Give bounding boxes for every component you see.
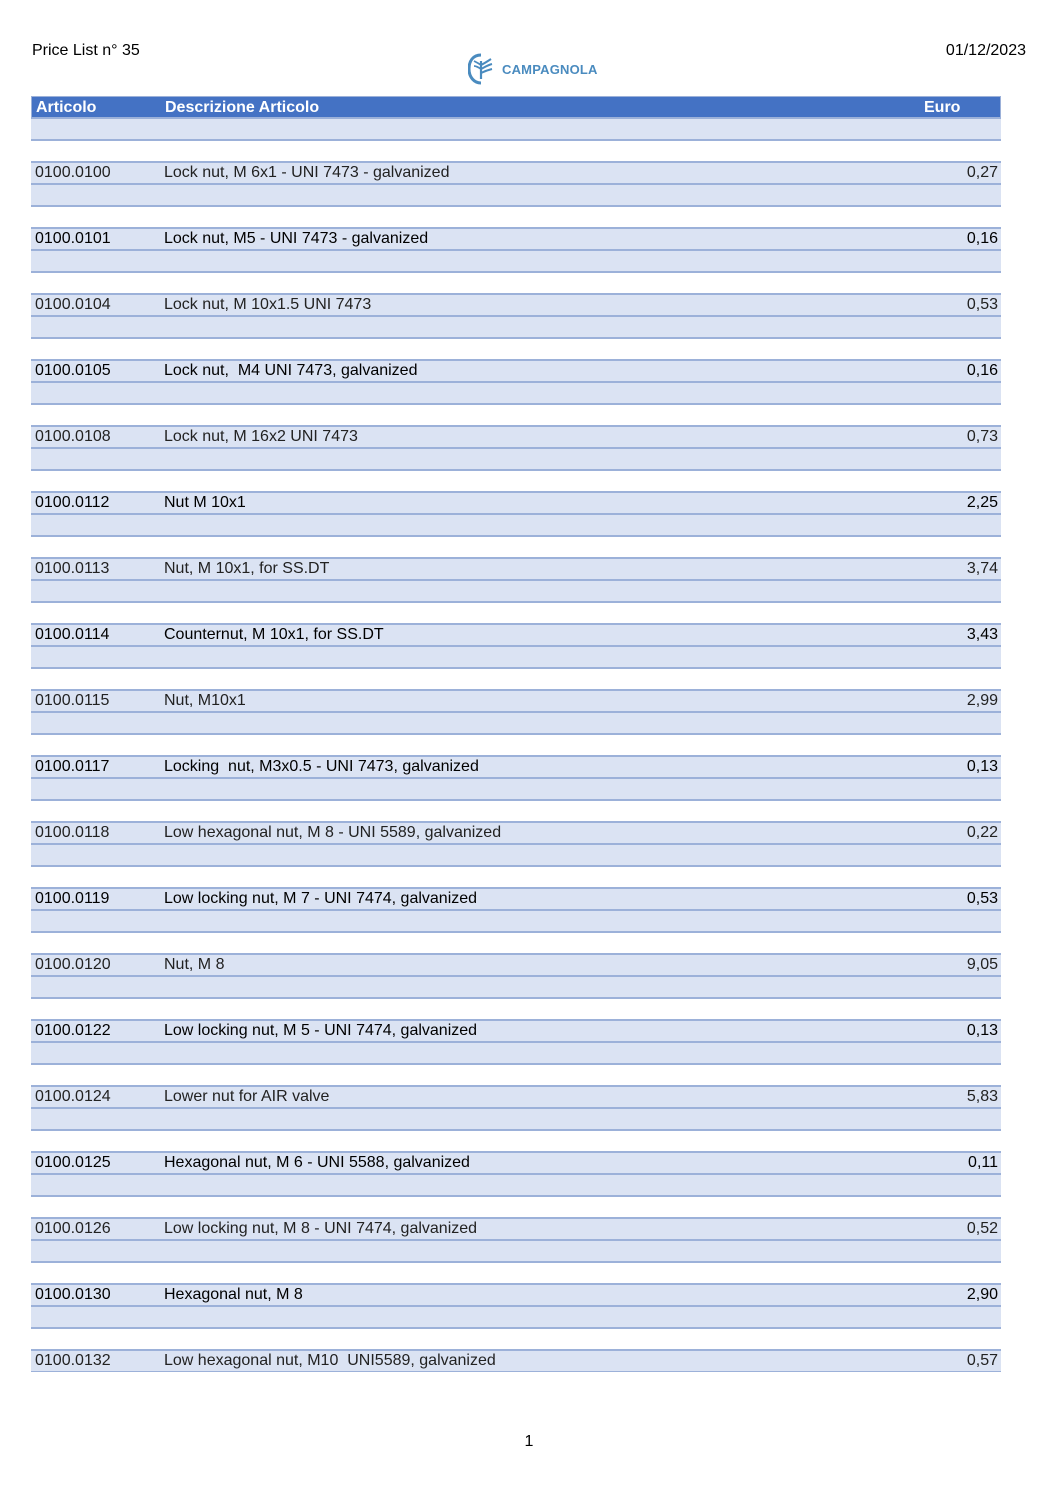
row-band xyxy=(31,1064,1001,1086)
row-content xyxy=(31,1152,1001,1174)
row-content xyxy=(31,1218,1001,1240)
article-description: Nut, M10x1 xyxy=(164,692,246,709)
price-list-date: 01/12/2023 xyxy=(945,42,1026,59)
row-content xyxy=(31,228,1001,250)
article-price: 2,90 xyxy=(966,1286,998,1303)
article-code: 0100.0101 xyxy=(35,230,111,247)
row-band xyxy=(31,514,1001,536)
row-band xyxy=(31,338,1001,360)
row-band xyxy=(31,536,1001,558)
article-price: 0,52 xyxy=(966,1220,998,1237)
row-band xyxy=(31,316,1001,338)
article-price: 0,11 xyxy=(968,1154,998,1171)
article-description: Low locking nut, M 7 - UNI 7474, galvanized xyxy=(164,890,478,907)
article-description: Nut M 10x1 xyxy=(164,494,246,511)
article-price: 0,16 xyxy=(966,362,998,379)
article-code: 0100.0126 xyxy=(35,1220,111,1237)
article-code: 0100.0108 xyxy=(35,428,111,445)
article-price: 0,13 xyxy=(966,758,998,775)
article-description: Locking nut, M3x0.5 - UNI 7473, galvanized xyxy=(164,758,479,775)
row-band xyxy=(31,470,1001,492)
row-content xyxy=(31,1350,1001,1372)
row-band xyxy=(31,646,1001,668)
article-description: Low locking nut, M 5 - UNI 7474, galvanized xyxy=(164,1022,478,1039)
row-band xyxy=(31,1042,1001,1064)
row-content xyxy=(31,492,1001,514)
table-row xyxy=(31,1240,1001,1306)
page-number: 1 xyxy=(524,1433,534,1450)
article-code: 0100.0104 xyxy=(35,296,111,313)
article-price: 2,99 xyxy=(966,692,998,709)
row-band xyxy=(31,1108,1001,1130)
row-band xyxy=(31,778,1001,800)
row-content xyxy=(31,1020,1001,1042)
row-band xyxy=(31,1328,1001,1350)
article-description: Lock nut, M 10x1.5 UNI 7473 xyxy=(164,296,372,313)
article-price: 9,05 xyxy=(966,956,998,973)
article-code: 0100.0118 xyxy=(35,824,110,841)
row-band xyxy=(31,932,1001,954)
article-code: 0100.0124 xyxy=(35,1088,111,1105)
column-header-euro: Euro xyxy=(924,99,961,116)
row-band xyxy=(31,976,1001,998)
article-price: 0,13 xyxy=(966,1022,998,1039)
article-price: 3,74 xyxy=(966,560,998,577)
row-band xyxy=(31,448,1001,470)
campagnola-logo-icon xyxy=(468,53,494,85)
table-row xyxy=(31,1108,1001,1174)
row-band xyxy=(31,1240,1001,1262)
row-content xyxy=(31,360,1001,382)
article-code: 0100.0114 xyxy=(35,626,110,643)
row-band xyxy=(31,668,1001,690)
article-description: Nut, M 8 xyxy=(164,956,225,973)
row-band xyxy=(31,184,1001,206)
article-description: Hexagonal nut, M 8 xyxy=(164,1286,303,1303)
article-description: Low locking nut, M 8 - UNI 7474, galvanized xyxy=(164,1220,478,1237)
table-row xyxy=(31,580,1001,646)
article-price: 0,16 xyxy=(966,230,998,247)
table-row xyxy=(31,184,1001,250)
row-content xyxy=(31,162,1001,184)
row-content xyxy=(31,954,1001,976)
table-row xyxy=(31,514,1001,580)
table-row xyxy=(31,1306,1001,1372)
row-band xyxy=(31,206,1001,228)
table-row xyxy=(31,844,1001,910)
article-code: 0100.0117 xyxy=(35,758,110,775)
price-table xyxy=(31,96,1001,1372)
row-band xyxy=(31,118,1001,140)
article-description: Counternut, M 10x1, for SS.DT xyxy=(164,626,384,643)
article-description: Lock nut, M 6x1 - UNI 7473 - galvanized xyxy=(164,164,450,181)
price-list-title: Price List n° 35 xyxy=(32,42,140,59)
table-row xyxy=(31,976,1001,1042)
row-band xyxy=(31,1130,1001,1152)
row-content xyxy=(31,1284,1001,1306)
column-header-descrizione: Descrizione Articolo xyxy=(165,99,320,116)
article-code: 0100.0113 xyxy=(35,560,110,577)
table-body xyxy=(31,118,1001,1372)
article-code: 0100.0115 xyxy=(35,692,110,709)
row-band xyxy=(31,1196,1001,1218)
article-code: 0100.0132 xyxy=(35,1352,111,1369)
row-content xyxy=(31,888,1001,910)
table-row xyxy=(31,448,1001,514)
article-code: 0100.0130 xyxy=(35,1286,111,1303)
row-band xyxy=(31,404,1001,426)
row-band xyxy=(31,1262,1001,1284)
row-band xyxy=(31,250,1001,272)
column-header-articolo: Articolo xyxy=(36,99,97,116)
article-code: 0100.0122 xyxy=(35,1022,111,1039)
article-price: 0,27 xyxy=(966,164,998,181)
table-row xyxy=(31,382,1001,448)
logo-text: CAMPAGNOLA xyxy=(502,61,598,77)
row-content xyxy=(31,426,1001,448)
article-description: Lock nut, M5 - UNI 7473 - galvanized xyxy=(164,230,429,247)
article-description: Lower nut for AIR valve xyxy=(164,1088,330,1105)
row-band xyxy=(31,382,1001,404)
table-row xyxy=(31,316,1001,382)
table-row xyxy=(31,778,1001,844)
row-content xyxy=(31,294,1001,316)
row-band xyxy=(31,580,1001,602)
article-price: 0,22 xyxy=(966,824,998,841)
row-band xyxy=(31,712,1001,734)
article-price: 5,83 xyxy=(966,1088,998,1105)
table-row xyxy=(31,1042,1001,1108)
article-description: Nut, M 10x1, for SS.DT xyxy=(164,560,330,577)
article-price: 0,57 xyxy=(966,1352,998,1369)
article-description: Lock nut, M 16x2 UNI 7473 xyxy=(164,428,358,445)
row-content xyxy=(31,558,1001,580)
article-description: Low hexagonal nut, M 8 - UNI 5589, galvanized xyxy=(164,824,502,841)
row-band xyxy=(31,602,1001,624)
article-code: 0100.0105 xyxy=(35,362,111,379)
table-row xyxy=(31,1174,1001,1240)
table-row xyxy=(31,910,1001,976)
row-content xyxy=(31,690,1001,712)
row-band xyxy=(31,1306,1001,1328)
article-price: 2,25 xyxy=(966,494,998,511)
article-price: 0,53 xyxy=(966,296,998,313)
article-code: 0100.0125 xyxy=(35,1154,111,1171)
article-code: 0100.0119 xyxy=(35,890,110,907)
table-row xyxy=(31,250,1001,316)
article-price: 0,53 xyxy=(966,890,998,907)
row-band xyxy=(31,140,1001,162)
table-row xyxy=(31,712,1001,778)
row-content xyxy=(31,1086,1001,1108)
table-header xyxy=(31,96,1001,118)
row-content xyxy=(31,822,1001,844)
row-band xyxy=(31,272,1001,294)
row-band xyxy=(31,734,1001,756)
table-row xyxy=(31,118,1001,184)
article-description: Hexagonal nut, M 6 - UNI 5588, galvanized xyxy=(164,1154,470,1171)
campagnola-logo xyxy=(468,53,598,85)
row-band xyxy=(31,844,1001,866)
article-code: 0100.0112 xyxy=(35,494,110,511)
row-band xyxy=(31,998,1001,1020)
article-price: 0,73 xyxy=(966,428,998,445)
row-band xyxy=(31,866,1001,888)
table-row xyxy=(31,646,1001,712)
row-band xyxy=(31,910,1001,932)
row-content xyxy=(31,624,1001,646)
row-band xyxy=(31,800,1001,822)
article-description: Lock nut, M4 UNI 7473, galvanized xyxy=(164,362,418,379)
article-description: Low hexagonal nut, M10 UNI5589, galvanized xyxy=(164,1352,496,1369)
row-content xyxy=(31,756,1001,778)
article-code: 0100.0100 xyxy=(35,164,111,181)
article-price: 3,43 xyxy=(966,626,998,643)
row-band xyxy=(31,1174,1001,1196)
article-code: 0100.0120 xyxy=(35,956,111,973)
